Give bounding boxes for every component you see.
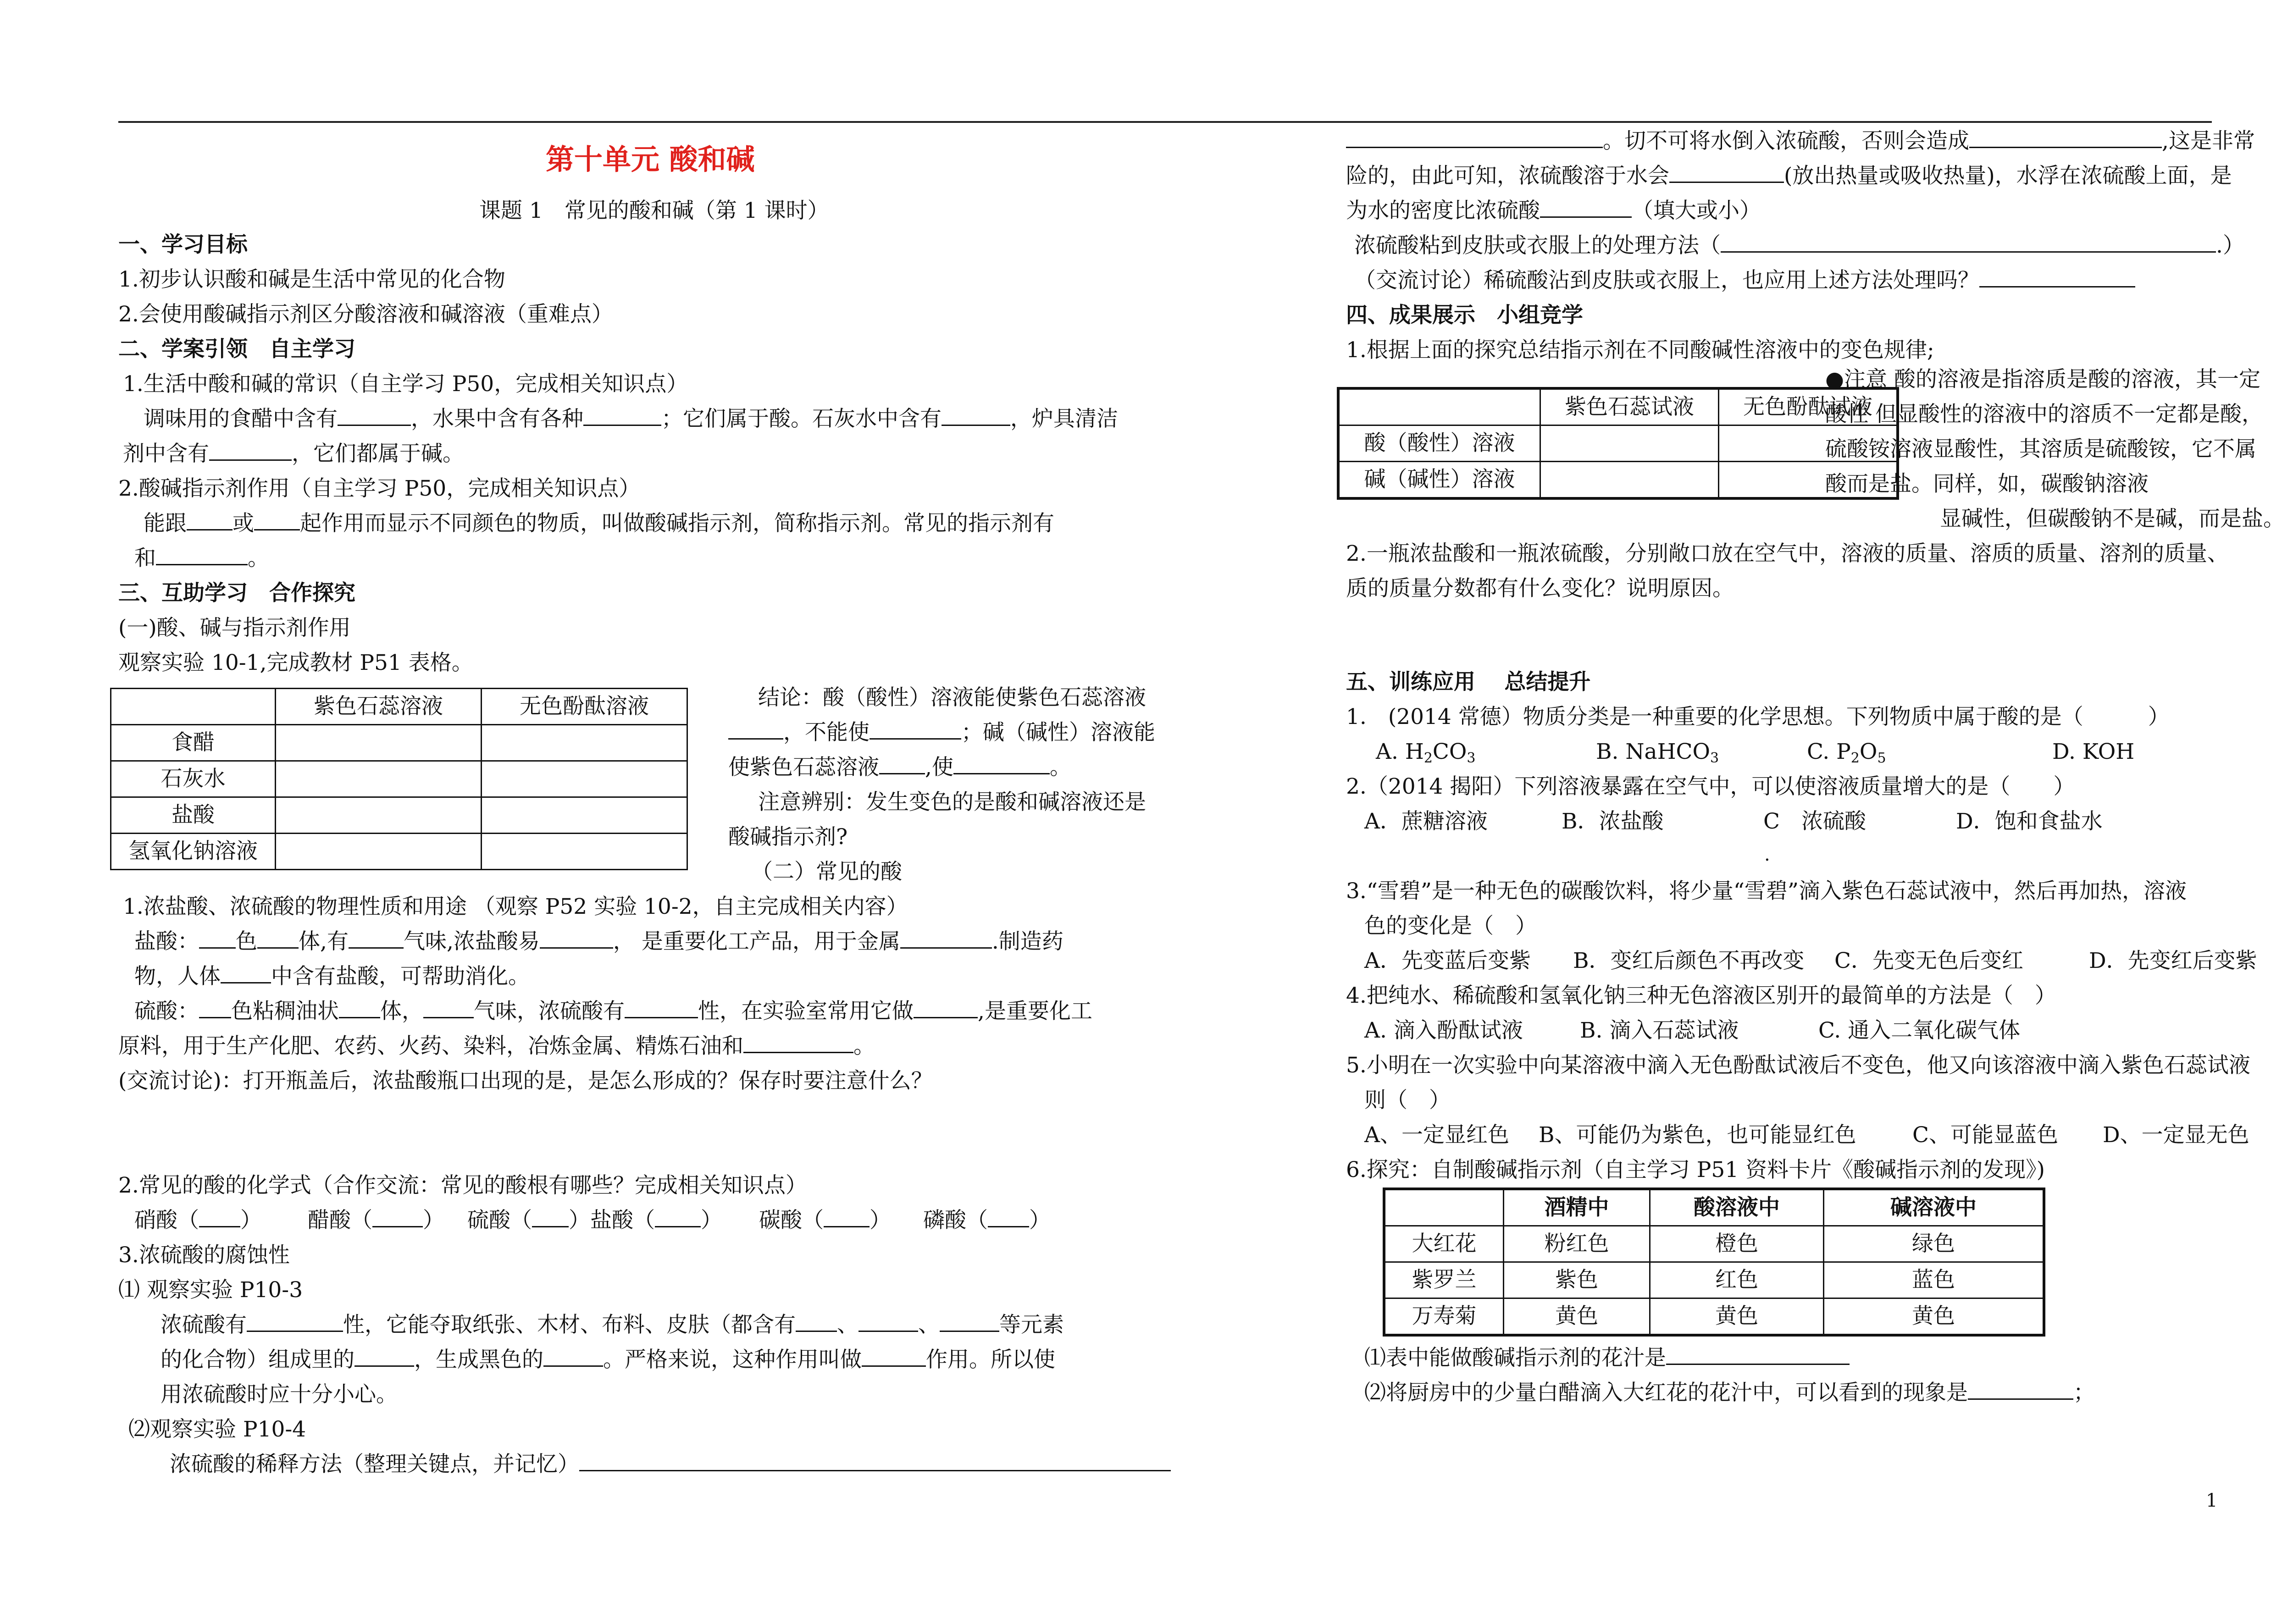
blank[interactable]	[349, 927, 404, 949]
section-2-heading: 二、学案引领 自主学习	[118, 337, 355, 362]
table-cell: 黄色	[1504, 1298, 1650, 1336]
blank[interactable]	[879, 753, 925, 774]
text: O	[1859, 739, 1878, 764]
text: ，不能使	[783, 720, 870, 745]
blank[interactable]	[221, 962, 271, 983]
table-cell: 绿色	[1824, 1226, 2044, 1262]
text: ）	[423, 1208, 444, 1233]
row-label: 碱（碱性）溶液	[1338, 462, 1540, 499]
table-cell[interactable]	[1540, 462, 1719, 499]
q3-opt-b: B．变红后颜色不再改变	[1573, 948, 1805, 973]
blank[interactable]	[900, 927, 992, 949]
conclusion-4: 注意辨别：发生变色的是酸和碱溶液还是	[758, 790, 1146, 815]
text: 的化合物）组成里的	[161, 1347, 354, 1372]
text: 气味,浓盐酸易	[403, 929, 540, 954]
row-label: 紫罗兰	[1384, 1262, 1504, 1298]
text: 能跟	[144, 511, 187, 536]
text: .制造药	[991, 929, 1063, 954]
blank[interactable]	[988, 1206, 1029, 1227]
row-label: 万寿菊	[1384, 1298, 1504, 1336]
text: 作用。所以使	[926, 1347, 1055, 1372]
q2-opt-c: C 浓硫酸	[1763, 809, 1866, 834]
text: 调味用的食醋中含有	[144, 406, 338, 431]
s2-line-1: 1.生活中酸和碱的常识（自主学习 P50，完成相关知识点）	[123, 371, 688, 397]
text: （填大或小）	[1632, 198, 1761, 223]
table-cell: 蓝色	[1824, 1262, 2044, 1298]
conclusion-3	[728, 750, 1071, 785]
blank[interactable]	[1540, 196, 1632, 218]
blank[interactable]	[199, 997, 231, 1018]
right-line-1	[1346, 124, 2255, 159]
note-1: ●注意 酸的溶液是指溶质是酸的溶液，其一定	[1825, 367, 2260, 392]
text: 硫酸：	[134, 999, 199, 1024]
text: （交流讨论）稀硫酸沾到皮肤或衣服上，也应用上述方法处理吗？	[1354, 268, 1979, 293]
flower-indicator-table	[1383, 1188, 2045, 1337]
p11	[161, 1342, 1055, 1377]
right-line-2	[1346, 159, 2232, 193]
text: 中含有盐酸，可帮助消化。	[271, 964, 530, 989]
blank[interactable]	[862, 1345, 926, 1367]
table-cell[interactable]	[276, 834, 482, 870]
question-5b: 则（ ）	[1364, 1088, 1451, 1113]
page-subtitle: 课题 1 常见的酸和碱（第 1 课时）	[479, 198, 829, 223]
text: .）	[2216, 233, 2244, 258]
blank[interactable]	[1346, 127, 1603, 148]
s3-line-1: (一)酸、碱与指示剂作用	[118, 615, 351, 641]
section-1-heading: 一、学习目标	[118, 232, 248, 257]
blank[interactable]	[583, 404, 661, 426]
p7: 2.常见的酸的化学式（合作交流：常见的酸根有哪些？完成相关知识点）	[118, 1173, 807, 1198]
text: ，生成黑色的	[414, 1347, 543, 1372]
text: ）	[701, 1208, 722, 1233]
table-cell[interactable]	[482, 797, 687, 834]
q2-opt-a: A．蔗糖溶液	[1364, 809, 1488, 834]
hcl-line-1	[134, 924, 1063, 959]
text: 。	[1049, 755, 1071, 780]
text: 硫酸（	[467, 1208, 532, 1233]
text: 盐酸：	[134, 929, 199, 954]
text: 气味，浓硫酸有	[474, 999, 625, 1024]
blank[interactable]	[743, 1032, 853, 1053]
blank[interactable]	[257, 927, 299, 949]
q2-opt-b: B．浓盐酸	[1562, 809, 1664, 834]
question-1: 1. (2014 常德）物质分类是一种重要的化学思想。下列物质中属于酸的是（ ）	[1346, 704, 2170, 729]
text: (放出热量或吸收热量)，水浮在浓硫酸上面，是	[1784, 163, 2232, 188]
indicator-table	[110, 688, 688, 870]
q5-opt-a: A、一定显红色	[1364, 1122, 1509, 1148]
section-5-heading: 五、训练应用 总结提升	[1346, 669, 1591, 695]
table-cell[interactable]	[482, 761, 687, 797]
q4-opt-a: A. 滴入酚酞试液	[1364, 1018, 1523, 1043]
p9: ⑴ 观察实验 P10-3	[118, 1277, 303, 1303]
text: ）	[1029, 1208, 1051, 1233]
text: ,这是非常	[2162, 128, 2255, 154]
h2so4-line-2	[118, 1029, 875, 1064]
blank[interactable]	[824, 1206, 870, 1227]
row-label: 酸（酸性）溶液	[1338, 425, 1540, 462]
text: 原料，用于生产化肥、农药、火药、染料，冶炼金属、精炼石油和	[118, 1033, 743, 1059]
text: 浓硫酸的稀释方法（整理关键点，并记忆）	[170, 1452, 579, 1477]
blank[interactable]	[532, 1206, 569, 1227]
q5-opt-c: C、可能显蓝色	[1912, 1122, 2058, 1148]
s2-line-3	[123, 436, 464, 471]
left-column	[118, 0, 1219, 1559]
text: 色	[236, 929, 257, 954]
text: 体,有	[299, 929, 349, 954]
row-label: 食醋	[111, 725, 276, 761]
s2-line-4: 2.酸碱指示剂作用（自主学习 P50，完成相关知识点）	[118, 476, 641, 501]
blank[interactable]	[870, 718, 961, 740]
s4-line-2: 2.一瓶浓盐酸和一瓶浓硫酸，分别敞口放在空气中，溶液的质量、溶质的质量、溶剂的质量、	[1346, 541, 2229, 566]
table-cell: 黄色	[1824, 1298, 2044, 1336]
q4-opt-b: B. 滴入石蕊试液	[1580, 1018, 1739, 1043]
text: ；它们属于酸。石灰水中含有	[661, 406, 942, 431]
text: 险的，由此可知，浓硫酸溶于水会	[1346, 163, 1669, 188]
hcl-line-2	[134, 959, 530, 994]
goal-2: 2.会使用酸碱指示剂区分酸溶液和碱溶液（重难点）	[118, 302, 613, 327]
acid-formulas	[134, 1203, 1051, 1238]
text: ，它们都属于碱。	[292, 441, 464, 466]
blank[interactable]	[655, 1206, 701, 1227]
q6-part-1	[1364, 1341, 1850, 1375]
blank[interactable]	[254, 509, 300, 530]
text: ,是重要化工	[978, 999, 1092, 1024]
note-5: 显碱性，但碳酸钠不是碱，而是盐。	[1940, 506, 2285, 531]
q1-opt-b: B. NaHCO$_3$	[1596, 739, 1719, 766]
blank[interactable]	[1669, 161, 1784, 183]
text: 。严格来说，这种作用叫做	[603, 1347, 862, 1372]
right-line-3	[1346, 193, 1761, 228]
question-2: 2.（2014 揭阳）下列溶液暴露在空气中，可以使溶液质量增大的是（ ）	[1346, 774, 2075, 799]
text: ， 是重要化工产品，用于金属	[613, 929, 900, 954]
text: ，炉具清洁	[1010, 406, 1118, 431]
table-cell[interactable]	[1540, 425, 1719, 462]
text: 、	[918, 1312, 940, 1337]
text: 色粘稠油状	[231, 999, 339, 1024]
table-header: 无色酚酞试液	[1719, 388, 1898, 425]
section-4-heading: 四、成果展示 小组竞学	[1346, 303, 1583, 328]
text: 、	[837, 1312, 858, 1337]
question-3b: 色的变化是（ ）	[1364, 913, 1537, 939]
table-header: 酒精中	[1504, 1189, 1650, 1226]
text: 。	[248, 546, 269, 571]
text: A. H	[1376, 739, 1424, 764]
text: 物，人体	[134, 964, 221, 989]
q5-opt-b: B、可能仍为紫色，也可能显红色	[1539, 1122, 1856, 1148]
s2-line-5	[144, 506, 1054, 541]
note-3: 硫酸铵溶液显酸性，其溶质是硫酸铵，它不属	[1825, 436, 2256, 462]
row-label: 石灰水	[111, 761, 276, 797]
blank[interactable]	[914, 997, 978, 1018]
text: ,使	[925, 755, 953, 780]
q4-opt-c: C. 通入二氧化碳气体	[1818, 1018, 2021, 1043]
text: 性，它能夺取纸张、木材、布料、皮肤（都含有	[343, 1312, 796, 1337]
question-4: 4.把纯水、稀硫酸和氢氧化钠三种无色溶液区别开的最简单的方法是（ ）	[1346, 983, 2056, 1008]
blank[interactable]	[728, 718, 783, 740]
text: 或	[233, 511, 254, 536]
text: 磷酸（	[923, 1208, 988, 1233]
row-label: 大红花	[1384, 1226, 1504, 1262]
table-header: 碱溶液中	[1824, 1189, 2044, 1226]
blank[interactable]	[354, 1345, 414, 1367]
text: 使紫色石蕊溶液	[728, 755, 879, 780]
text: 等元素	[999, 1312, 1064, 1337]
text: ，水果中含有各种	[411, 406, 583, 431]
q5-opt-d: D、一定显无色	[2103, 1122, 2249, 1148]
q6-part-2	[1364, 1375, 2095, 1410]
q3-opt-c: C．先变无色后变红	[1834, 948, 2023, 973]
blank[interactable]	[540, 927, 613, 949]
blank[interactable]	[858, 1310, 918, 1332]
text: ）	[870, 1208, 891, 1233]
blank[interactable]	[423, 997, 474, 1018]
table-cell[interactable]	[482, 834, 687, 870]
blank[interactable]	[953, 753, 1050, 774]
discussion-1: (交流讨论)：打开瓶盖后，浓盐酸瓶口出现的是，是怎么形成的？保存时要注意什么？	[118, 1068, 933, 1094]
table-cell: 紫色	[1504, 1262, 1650, 1298]
s2-line-2	[144, 402, 1118, 436]
text: C. P	[1807, 739, 1851, 764]
p13: ⑵观察实验 P10-4	[128, 1417, 306, 1442]
text: 和	[134, 546, 156, 571]
blank[interactable]	[940, 1310, 999, 1332]
s4-line-1: 1.根据上面的探究总结指示剂在不同酸碱性溶液中的变色规律;	[1346, 337, 1934, 363]
page-title: 第十单元 酸和碱	[546, 143, 755, 176]
p1: 1.浓盐酸、浓硫酸的物理性质和用途 （观察 P52 实验 10-2，自主完成相关内容）	[123, 894, 908, 919]
conclusion-5: 酸碱指示剂?	[728, 824, 848, 850]
blank[interactable]	[1969, 127, 2162, 148]
blank[interactable]	[625, 997, 698, 1018]
table-cell[interactable]	[276, 725, 482, 761]
text: 。切不可将水倒入浓硫酸，否则会造成	[1603, 128, 1969, 154]
stray-dot: .	[1764, 844, 1770, 865]
table-header	[1338, 388, 1540, 425]
text: ⑵将厨房中的少量白醋滴入大红花的花汁中，可以看到的现象是	[1364, 1380, 1968, 1405]
p10	[161, 1308, 1064, 1342]
blank[interactable]	[579, 1450, 1171, 1471]
text: 浓硫酸有	[161, 1312, 247, 1337]
table-header: 紫色石蕊试液	[1540, 388, 1719, 425]
text: ；	[2073, 1380, 2095, 1405]
blank[interactable]	[1721, 231, 2216, 253]
blank[interactable]	[338, 404, 411, 426]
text: 浓硫酸粘到皮肤或衣服上的处理方法（	[1354, 233, 1721, 258]
text: B. NaHCO	[1596, 739, 1711, 764]
right-line-4	[1354, 228, 2244, 263]
table-header	[1384, 1189, 1504, 1226]
row-label: 盐酸	[111, 797, 276, 834]
text: 体，	[380, 999, 423, 1024]
text: 。	[853, 1033, 875, 1059]
conclusion-1: 结论：酸（酸性）溶液能使紫色石蕊溶液	[758, 685, 1146, 710]
q3-opt-a: A．先变蓝后变紫	[1364, 948, 1531, 973]
text: 盐酸（	[590, 1208, 655, 1233]
table-header	[111, 689, 276, 725]
blank[interactable]	[199, 927, 236, 949]
q2-opt-d: D．饱和食盐水	[1956, 809, 2103, 834]
table-cell: 粉红色	[1504, 1226, 1650, 1262]
blank[interactable]	[543, 1345, 603, 1367]
blank[interactable]	[1979, 266, 2135, 287]
common-acids-heading: （二）常见的酸	[751, 859, 902, 884]
summary-table	[1337, 387, 1899, 500]
table-cell[interactable]	[276, 797, 482, 834]
p12: 用浓硫酸时应十分小心。	[161, 1382, 398, 1407]
question-3: 3.“雪碧”是一种无色的碳酸饮料，将少量“雪碧”滴入紫色石蕊试液中，然后再加热，溶液	[1346, 878, 2187, 904]
s3-line-2: 观察实验 10-1,完成教材 P51 表格。	[118, 650, 473, 675]
q3-opt-d: D．先变红后变紫	[2089, 948, 2257, 973]
p8: 3.浓硫酸的腐蚀性	[118, 1243, 290, 1268]
blank[interactable]	[187, 509, 233, 530]
blank[interactable]	[1666, 1343, 1850, 1365]
table-header: 无色酚酞溶液	[482, 689, 687, 725]
text: 性，在实验室常用它做	[698, 999, 914, 1024]
blank[interactable]	[339, 997, 380, 1018]
p14	[170, 1447, 1171, 1482]
text: ⑴表中能做酸碱指示剂的花汁是	[1364, 1345, 1666, 1370]
blank[interactable]	[372, 1206, 423, 1227]
text: ）	[240, 1208, 262, 1233]
table-cell: 红色	[1650, 1262, 1824, 1298]
table-cell: 橙色	[1650, 1226, 1824, 1262]
table-cell[interactable]	[482, 725, 687, 761]
text: 硝酸（	[134, 1208, 199, 1233]
note-2: 酸性 但显酸性的溶液中的溶质不一定都是酸，	[1825, 402, 2263, 427]
blank[interactable]	[199, 1206, 240, 1227]
text: 碳酸（	[759, 1208, 824, 1233]
q1-opt-d: D. KOH	[2052, 739, 2135, 764]
blank[interactable]	[156, 544, 248, 565]
s4-line-3: 质的质量分数都有什么变化？说明原因。	[1346, 576, 1734, 601]
row-label: 氢氧化钠溶液	[111, 834, 276, 870]
q1-opt-a: A. $H_2CO_3$	[1376, 739, 1476, 766]
s2-line-6	[134, 541, 269, 576]
h2so4-line-1	[134, 994, 1092, 1029]
text: 为水的密度比浓硫酸	[1346, 198, 1540, 223]
blank[interactable]	[209, 439, 292, 461]
table-header: 酸溶液中	[1650, 1189, 1824, 1226]
text: 醋酸（	[308, 1208, 372, 1233]
right-line-5	[1354, 263, 2135, 298]
section-3-heading: 三、互助学习 合作探究	[118, 580, 355, 606]
text: 起作用而显示不同颜色的物质，叫做酸碱指示剂，简称指示剂。常见的指示剂有	[300, 511, 1054, 536]
table-cell[interactable]	[276, 761, 482, 797]
text: CO	[1432, 739, 1467, 764]
note-4: 酸而是盐。同样，如，碳酸钠溶液	[1825, 471, 2149, 497]
table-cell: 黄色	[1650, 1298, 1824, 1336]
blank[interactable]	[796, 1310, 837, 1332]
table-header: 紫色石蕊溶液	[276, 689, 482, 725]
text: ）	[569, 1208, 590, 1233]
q1-opt-c: C. $P_2O_5$	[1807, 739, 1886, 766]
text: ；碱（碱性）溶液能	[961, 720, 1155, 745]
question-5: 5.小明在一次实验中向某溶液中滴入无色酚酞试液后不变色，他又向该溶液中滴入紫色石蕊试液	[1346, 1053, 2250, 1078]
question-6: 6.探究：自制酸碱指示剂（自主学习 P51 资料卡片《酸碱指示剂的发现》)	[1346, 1157, 2045, 1182]
blank[interactable]	[942, 404, 1010, 426]
blank[interactable]	[1968, 1378, 2073, 1400]
text: 剂中含有	[123, 441, 209, 466]
conclusion-2	[728, 715, 1155, 750]
page-number: 1	[2206, 1490, 2218, 1511]
blank[interactable]	[247, 1310, 343, 1332]
right-column	[1346, 0, 2293, 1559]
goal-1: 1.初步认识酸和碱是生活中常见的化合物	[118, 267, 505, 292]
